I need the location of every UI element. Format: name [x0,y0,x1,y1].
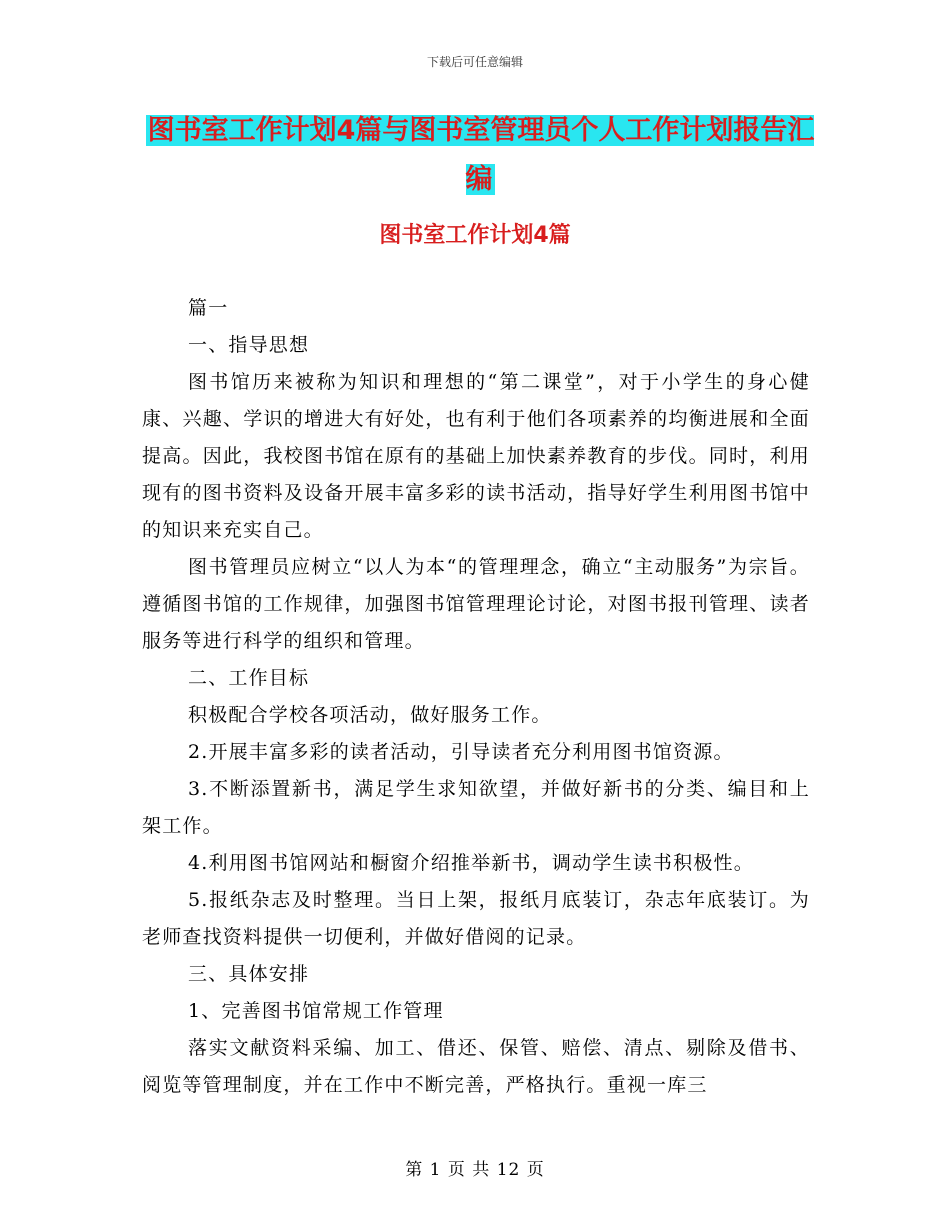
paragraph: 5.报纸杂志及时整理。当日上架，报纸月底装订，杂志年底装订。为老师查找资料提供一切便利，并做好借阅的记录。 [142,889,810,948]
document-title [140,106,820,204]
paragraph: 落实文献资料采编、加工、借还、保管、赔偿、清点、剔除及借书、阅览等管理制度，并在工作中不断完善，严格执行。重视一库三 [142,1037,810,1096]
paragraph: 积极配合学校各项活动，做好服务工作。 [188,704,552,726]
paragraph: 2.开展丰富多彩的读者活动，引导读者充分利用图书馆资源。 [188,741,734,763]
header-note: 下载后可任意编辑 [426,55,523,69]
paragraph: 一、指导思想 [188,334,310,356]
document-title-text: 图书室工作计划4篇与图书室管理员个人工作计划报告汇编 [147,115,815,195]
paragraph: 二、工作目标 [188,667,310,689]
paragraph: 4.利用图书馆网站和橱窗介绍推举新书，调动学生读书积极性。 [188,852,754,874]
page-footer: 第 1 页 共 12 页 [405,1160,545,1180]
section-title: 图书室工作计划4篇 [379,223,571,248]
paragraph: 3.不断添置新书，满足学生求知欲望，并做好新书的分类、编目和上架工作。 [142,778,810,837]
paragraph: 三、具体安排 [188,963,310,985]
paragraph: 图书管理员应树立“以人为本“的管理理念，确立“主动服务”为宗旨。遵循图书馆的工作规律，加强图书馆管理理论讨论，对图书报刊管理、读者服务等进行科学的组织和管理。 [142,556,810,652]
document-body [142,290,810,1104]
paragraph: 篇一 [188,297,229,319]
paragraph: 1、完善图书馆常规工作管理 [188,1000,444,1022]
paragraph: 图书馆历来被称为知识和理想的“第二课堂”，对于小学生的身心健康、兴趣、学识的增进大有好处，也有利于他们各项素养的均衡进展和全面提高。因此，我校图书馆在原有的基础上加快素养教育的步伐。同时，利用现有的图书资料及设备开展丰富多彩的读书活动，指导好学生利用图书馆中的知识来充实自己。 [142,371,810,541]
